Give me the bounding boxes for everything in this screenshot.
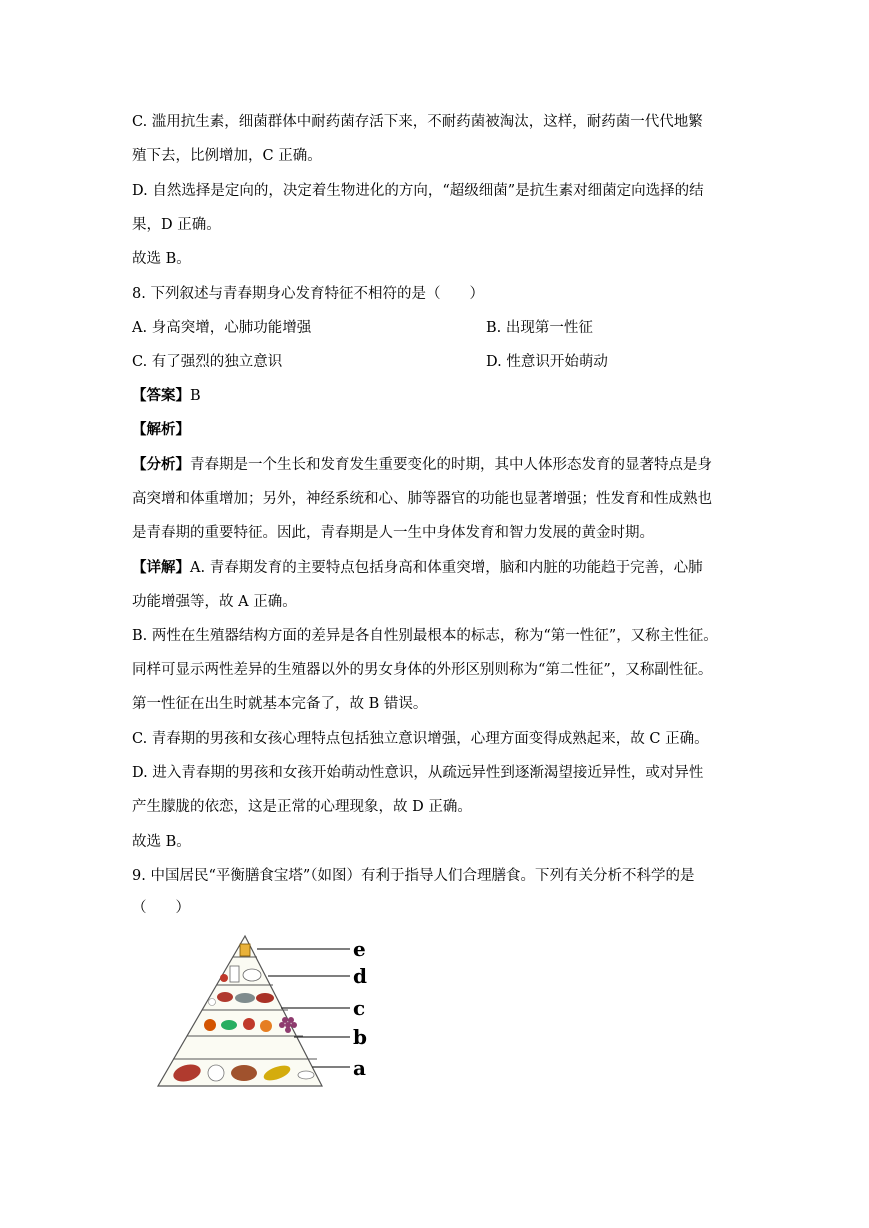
fenxi-line-2: 高突增和体重增加；另外，神经系统和心、肺等器官的功能也显著增强；性发育和性成熟也 — [132, 491, 712, 507]
xiangjie-b-1: B. 两性在生殖器结构方面的差异是各自性别最根本的标志，称为“第一性征”，又称主性征。 — [132, 628, 718, 644]
c-line-1: C. 滥用抗生素，细菌群体中耐药菌存活下来，不耐药菌被淘汰，这样，耐药菌一代代地繁 — [132, 114, 703, 130]
q8-analysis-tag: 【解析】 — [132, 421, 190, 438]
xiangjie-b-2: 同样可显示两性差异的生殖器以外的男女身体的外形区别则称为“第二性征”，又称副性征。 — [132, 662, 713, 678]
q8-stem: 8. 下列叙述与青春期身心发育特征不相符的是（ ） — [132, 286, 484, 302]
answer-tag: 【答案】 — [132, 387, 190, 404]
xiangjie-a-1: A. 青春期发育的主要特点包括身高和体重突增，脑和内脏的功能趋于完善，心肺 — [190, 560, 703, 576]
xiangjie-a-2: 功能增强等，故 A 正确。 — [132, 594, 297, 610]
xiangjie-c-1: C. 青春期的男孩和女孩心理特点包括独立意识增强，心理方面变得成熟起来，故 C 正确。 — [132, 731, 709, 747]
fenxi-text-1: 青春期是一个生长和发育发生重要变化的时期，其中人体形态发育的显著特点是身 — [190, 457, 712, 473]
xiangjie-line-1 — [132, 558, 703, 578]
q8-option-b: B. 出现第一性征 — [486, 320, 593, 336]
tier-label-b: b — [353, 1025, 367, 1049]
q8-option-a: A. 身高突增，心肺功能增强 — [132, 320, 312, 336]
food-pyramid-figure — [132, 930, 382, 1100]
q9-stem-2: （ ） — [132, 900, 190, 916]
pyramid-outline — [158, 936, 322, 1086]
tier-label-c: c — [353, 996, 366, 1020]
choose-answer-8: 故选 B。 — [132, 834, 191, 850]
q8-option-d: D. 性意识开始萌动 — [486, 354, 608, 370]
choose-answer-7: 故选 B。 — [132, 251, 191, 267]
d-line-2: 果，D 正确。 — [132, 217, 221, 233]
answer-value: B — [190, 388, 201, 404]
q9-stem-1: 9. 中国居民“平衡膳食宝塔”（如图）有利于指导人们合理膳食。下列有关分析不科学的是 — [132, 868, 695, 884]
oil-bottle-icon — [240, 944, 250, 956]
d-line-1: D. 自然选择是定向的，决定着生物进化的方向，“超级细菌”是抗生素对细菌定向选择的结 — [132, 183, 704, 199]
fenxi-line-1 — [132, 455, 712, 475]
tier-label-d: d — [353, 964, 367, 988]
xiangjie-d-1: D. 进入青春期的男孩和女孩开始萌动性意识，从疏远异性到逐渐渴望接近异性，或对异性 — [132, 765, 704, 781]
fenxi-line-3: 是青春期的重要特征。因此，青春期是人一生中身体发育和智力发展的黄金时期。 — [132, 525, 654, 541]
c-line-2: 殖下去，比例增加，C 正确。 — [132, 148, 322, 164]
q8-option-c: C. 有了强烈的独立意识 — [132, 354, 283, 370]
xiangjie-tag: 【详解】 — [132, 559, 190, 576]
xiangjie-d-2: 产生朦胧的依恋，这是正常的心理现象，故 D 正确。 — [132, 799, 472, 815]
tier-label-a: a — [353, 1056, 366, 1080]
tier-label-e: e — [353, 937, 366, 961]
fenxi-tag: 【分析】 — [132, 456, 190, 473]
xiangjie-b-3: 第一性征在出生时就基本完备了，故 B 错误。 — [132, 696, 428, 712]
q8-answer — [132, 386, 201, 406]
